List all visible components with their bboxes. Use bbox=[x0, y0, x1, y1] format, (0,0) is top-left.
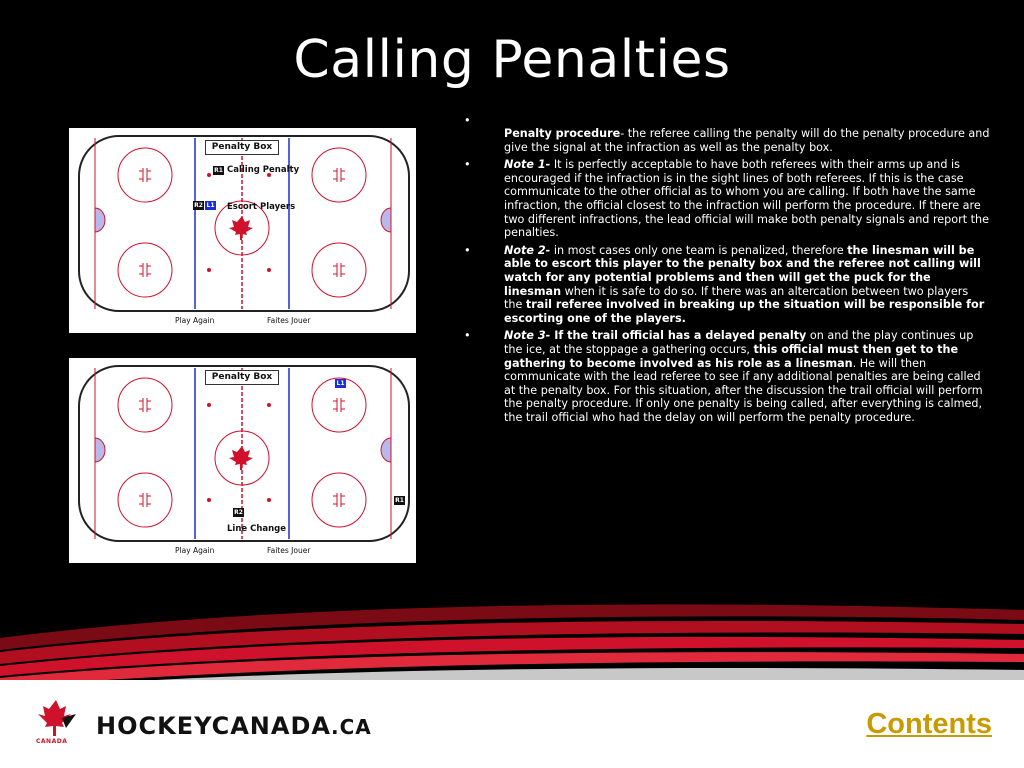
penalty-box-label: Penalty Box bbox=[205, 140, 279, 155]
penalty-box-label: Penalty Box bbox=[205, 370, 279, 385]
contents-link[interactable]: Contents bbox=[866, 708, 992, 740]
bullet-emphasis: trail referee involved in breaking up the situation will be responsible for escorting one of the players. bbox=[504, 298, 985, 325]
bullet-text: in most cases only one team is penalized, therefore bbox=[550, 243, 848, 257]
escort-players-label: Escort Players bbox=[227, 202, 296, 212]
rink-surface bbox=[69, 128, 416, 333]
bullet-text: on and the play continues up the ice, at the stoppage a gathering occurs, bbox=[504, 329, 974, 356]
brand-name: HOCKEYCANADA bbox=[96, 712, 331, 740]
bullet-text: . He will then communicate with the lead referee to see if any additional penalties are being called at the penalty box. For this situation, after the discussion the trail official will perform the penalty procedure. If only one penalty is being called, after everything is calmed, the trail official who had the delay on will perform the penalty procedure. bbox=[504, 356, 983, 424]
bullet-emphasis: If the trail official has a delayed penalty bbox=[550, 329, 807, 343]
bullet-emphasis: this official must then get to the gathering to become involved as his role as a linesman bbox=[504, 342, 959, 370]
bullet-text: It is perfectly acceptable to have both referees with their arms up and is encouraged if the infraction is in the sight lines of both referees. If this is the case communicate to the other official as to whom you are calling. If both have the same infraction, the official closest to the infraction will perform the procedure. If there are two different infractions, the lead official will make both penalty signals and report the penalties. bbox=[504, 158, 990, 240]
linesman-l1-badge: L1 bbox=[336, 380, 345, 387]
bullet-text: when it is safe to do so. If there was an altercation between two players the bbox=[504, 284, 969, 312]
bullet-title: Note 3- bbox=[504, 329, 551, 343]
faites-jouer-label: Faites Jouer bbox=[267, 316, 311, 325]
rink-diagram-penalty-escort bbox=[69, 128, 416, 333]
play-again-label: Play Again bbox=[175, 316, 215, 325]
brand-suffix: .CA bbox=[330, 715, 372, 739]
referee-r2-badge: R2 bbox=[194, 202, 203, 209]
rink-diagram-line-change bbox=[69, 358, 416, 563]
bullet-note-2 bbox=[464, 244, 990, 326]
bullet-title: Note 1- bbox=[504, 158, 551, 172]
line-change-label: Line Change bbox=[227, 524, 287, 534]
logo-subtitle: CANADA bbox=[36, 738, 68, 745]
bullet-emphasis: the linesman will be able to escort this player to the penalty box and the referee not calling will watch for any potential problems and then will get the puck for the linesman bbox=[504, 243, 981, 298]
referee-r1-badge: R1 bbox=[214, 167, 223, 174]
bullet-marker: • bbox=[464, 114, 471, 127]
bullet-marker: • bbox=[464, 243, 471, 257]
linesman-l1-badge: L1 bbox=[206, 202, 215, 209]
maple-leaf-icon bbox=[30, 698, 90, 740]
bullet-note-3 bbox=[464, 329, 990, 424]
bullet-list bbox=[464, 114, 990, 428]
bullet-marker: • bbox=[464, 158, 471, 172]
slide-title: Calling Penalties bbox=[293, 30, 731, 90]
referee-r1-badge: R1 bbox=[395, 497, 404, 504]
play-again-label: Play Again bbox=[175, 546, 215, 555]
bullet-note-1 bbox=[464, 158, 990, 240]
faites-jouer-label: Faites Jouer bbox=[267, 546, 311, 555]
bullet-title: Note 2- bbox=[504, 243, 551, 257]
bullet-text: - the referee calling the penalty will do the penalty procedure and give the signal at the infraction as well as the penalty box. bbox=[504, 127, 990, 154]
calling-penalty-label: Calling Penalty bbox=[227, 165, 300, 175]
referee-r2-badge: R2 bbox=[234, 509, 243, 516]
hockey-canada-logo bbox=[96, 712, 372, 740]
bullet-title: Penalty procedure bbox=[504, 127, 621, 140]
bullet-penalty-procedure bbox=[464, 114, 990, 154]
bullet-marker: • bbox=[464, 329, 471, 343]
